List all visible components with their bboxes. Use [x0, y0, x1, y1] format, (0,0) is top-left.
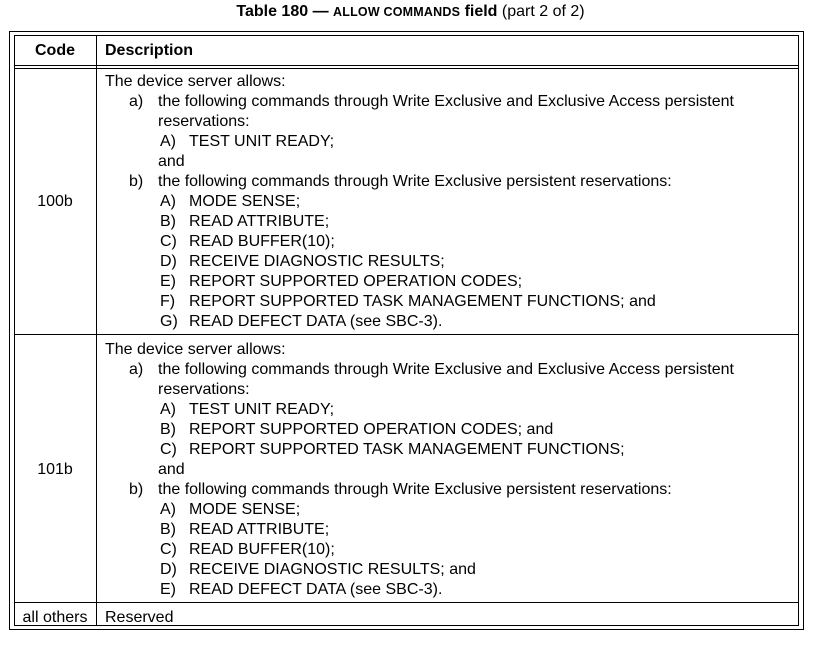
- row-description: Reserved: [105, 609, 174, 626]
- description-intro: The device server allows:: [105, 73, 286, 90]
- sub-list-item: B) READ ATTRIBUTE;: [160, 521, 330, 538]
- sub-list-item: C) READ BUFFER(10);: [160, 233, 335, 250]
- caption-field-name: ALLOW COMMANDS: [333, 5, 461, 19]
- row-description: [105, 340, 734, 600]
- header-divider: [14, 65, 799, 66]
- sub-list-item: A) TEST UNIT READY;: [160, 133, 335, 150]
- caption-field-word: field: [464, 3, 498, 20]
- list-item: b) the following commands through Write Exclusive persistent reservations:: [129, 173, 672, 190]
- sub-list-item: A) TEST UNIT READY;: [160, 401, 335, 418]
- row-description: [105, 72, 734, 332]
- sub-list-item: B) READ ATTRIBUTE;: [160, 213, 330, 230]
- sub-list-item: D) RECEIVE DIAGNOSTIC RESULTS;: [160, 253, 445, 270]
- header-code: Code: [35, 42, 75, 59]
- row-code: 100b: [37, 193, 73, 210]
- list-item: a) the following commands through Write Exclusive and Exclusive Access persistent: [129, 93, 734, 110]
- sub-list-item: E) READ DEFECT DATA (see SBC-3).: [160, 581, 443, 598]
- caption-part: (part 2 of 2): [501, 3, 585, 20]
- table-caption: [0, 0, 821, 24]
- list-item: b) the following commands through Write Exclusive persistent reservations:: [129, 481, 672, 498]
- conjunction: and: [158, 461, 185, 478]
- list-item-continuation: reservations:: [158, 381, 250, 398]
- description-intro: The device server allows:: [105, 341, 286, 358]
- sub-list-item: C) READ BUFFER(10);: [160, 541, 335, 558]
- caption-table-number: Table 180 —: [236, 3, 329, 20]
- sub-list-item: B) REPORT SUPPORTED OPERATION CODES; and: [160, 421, 554, 438]
- row-divider: [14, 334, 799, 335]
- row-code: all others: [22, 609, 88, 626]
- sub-list-item: F) REPORT SUPPORTED TASK MANAGEMENT FUNCTIONS; and: [160, 293, 656, 310]
- row-code: 101b: [37, 461, 73, 478]
- sub-list-item: A) MODE SENSE;: [160, 193, 301, 210]
- header-description: Description: [105, 42, 194, 59]
- list-item: a) the following commands through Write Exclusive and Exclusive Access persistent: [129, 361, 734, 378]
- header-divider-double: [14, 68, 799, 69]
- conjunction: and: [158, 153, 185, 170]
- sub-list-item: D) RECEIVE DIAGNOSTIC RESULTS; and: [160, 561, 476, 578]
- row-divider: [14, 602, 799, 603]
- sub-list-item: G) READ DEFECT DATA (see SBC-3).: [160, 313, 443, 330]
- sub-list-item: C) REPORT SUPPORTED TASK MANAGEMENT FUNCTIONS;: [160, 441, 625, 458]
- column-divider: [96, 35, 97, 626]
- list-item-continuation: reservations:: [158, 113, 250, 130]
- sub-list-item: A) MODE SENSE;: [160, 501, 301, 518]
- sub-list-item: E) REPORT SUPPORTED OPERATION CODES;: [160, 273, 523, 290]
